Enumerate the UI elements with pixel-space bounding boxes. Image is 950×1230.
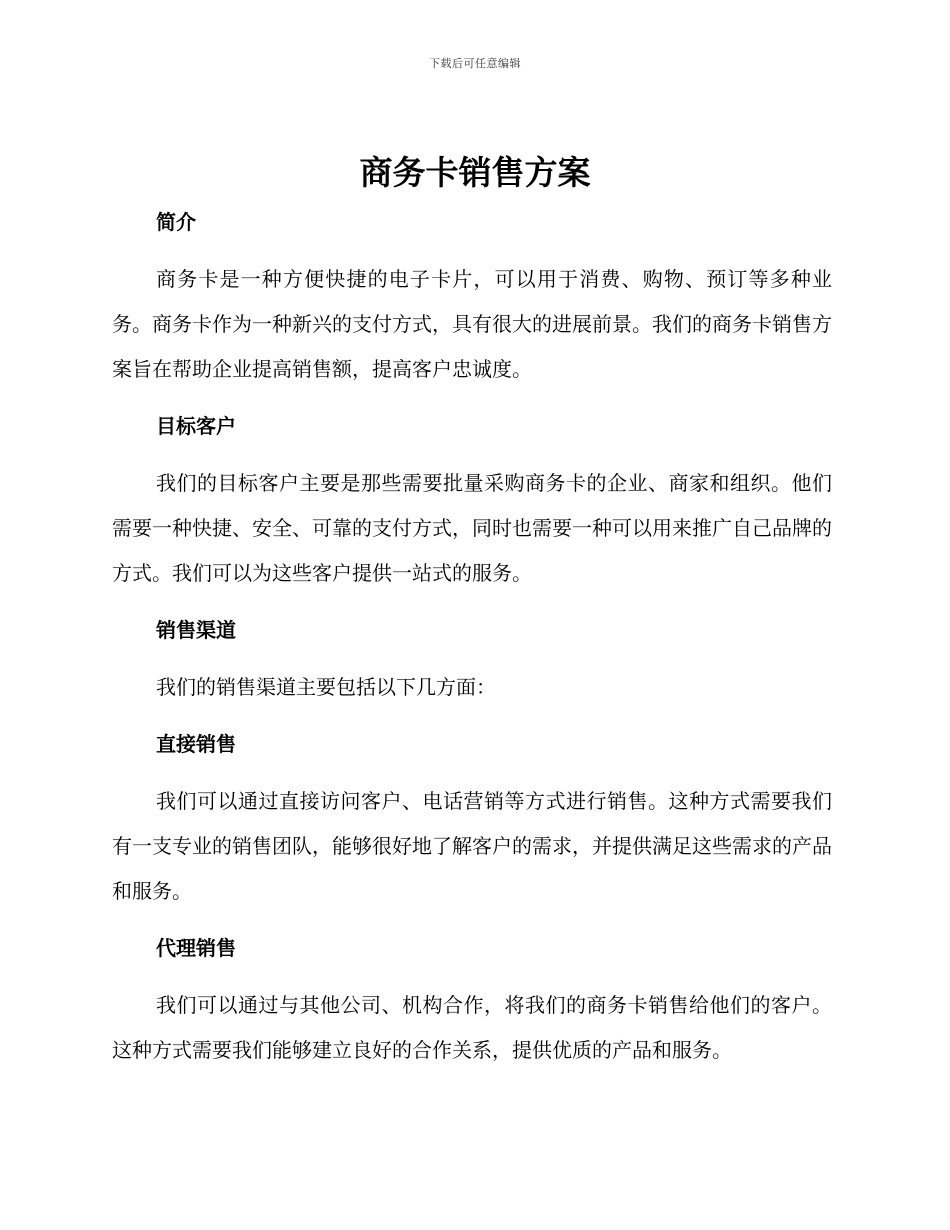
page-header-note: 下载后可任意编辑 (429, 57, 521, 70)
document-body (112, 200, 832, 1085)
section-heading-direct-sales: 直接销售 (156, 732, 236, 756)
section-paragraph-direct-sales: 我们可以通过直接访问客户、电话营销等方式进行销售。这种方式需要我们有一支专业的销售团队，能够很好地了解客户的需求，并提供满足这些需求的产品和服务。 (112, 789, 832, 903)
section-heading-target-customers: 目标客户 (156, 414, 236, 438)
section-paragraph-target-customers: 我们的目标客户主要是那些需要批量采购商务卡的企业、商家和组织。他们需要一种快捷、安全、可靠的支付方式，同时也需要一种可以用来推广自己品牌的方式。我们可以为这些客户提供一站式的服务。 (112, 471, 832, 585)
section-heading-agent-sales: 代理销售 (156, 936, 236, 960)
section-paragraph-sales-channels: 我们的销售渠道主要包括以下几方面： (156, 675, 496, 699)
section-heading-intro: 简介 (156, 210, 196, 234)
document-title: 商务卡销售方案 (359, 153, 591, 192)
section-paragraph-agent-sales: 我们可以通过与其他公司、机构合作，将我们的商务卡销售给他们的客户。这种方式需要我们能够建立良好的合作关系，提供优质的产品和服务。 (112, 993, 832, 1062)
section-paragraph-intro: 商务卡是一种方便快捷的电子卡片，可以用于消费、购物、预订等多种业务。商务卡作为一种新兴的支付方式，具有很大的进展前景。我们的商务卡销售方案旨在帮助企业提高销售额，提高客户忠诚度。 (112, 267, 832, 381)
section-heading-sales-channels: 销售渠道 (156, 618, 236, 642)
